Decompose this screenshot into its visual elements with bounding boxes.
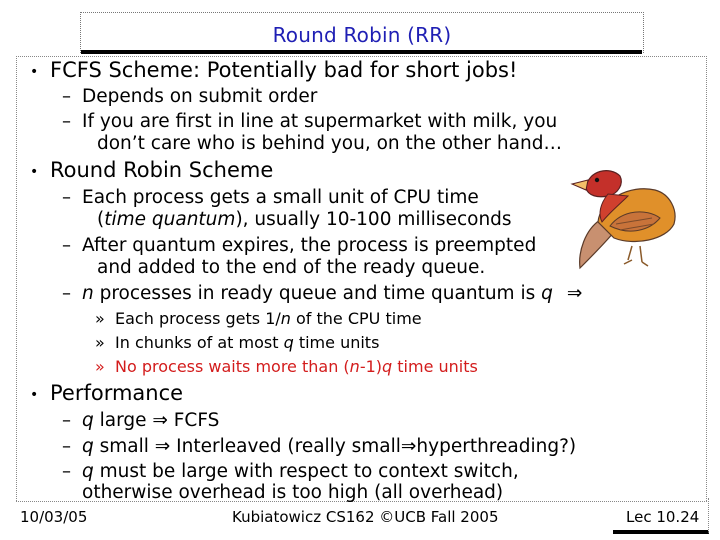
rr-detail-3-mid: -1)	[359, 357, 383, 376]
q-var: q	[82, 436, 94, 457]
perf-sub-1-text: large ⇒ FCFS	[93, 410, 220, 431]
rr-sub-1a: Each process gets a small unit of CPU time	[82, 187, 479, 208]
perf-sub-3a	[82, 461, 519, 482]
rr-detail-2-pre: In chunks of at most	[115, 333, 284, 352]
footer-date: 10/03/05	[20, 508, 88, 526]
rr-sub-3-text: processes in ready queue and time quantum is	[93, 283, 542, 304]
n-var: n	[280, 309, 291, 328]
rr-detail-2-post: time units	[293, 333, 380, 352]
content-frame-left	[16, 56, 17, 501]
q-var: q	[283, 333, 294, 352]
bullet-performance: Performance	[50, 381, 184, 405]
title-box	[80, 12, 644, 53]
rr-sub-2b: and added to the end of the ready queue.	[97, 257, 486, 278]
dash-marker: –	[62, 111, 71, 132]
footer-lecture-number: Lec 10.24	[626, 508, 700, 526]
rr-detail-2	[115, 333, 379, 352]
rr-detail-3	[115, 357, 478, 376]
perf-sub-2-text: small ⇒ Interleaved (really small⇒hyperthreading?)	[93, 436, 577, 457]
dash-marker: –	[62, 436, 71, 457]
perf-sub-1	[82, 410, 219, 431]
fcfs-sub-2b: don’t care who is behind you, on the other hand…	[97, 133, 562, 154]
chevron-marker: »	[95, 333, 105, 352]
perf-sub-3b: otherwise overhead is too high (all overhead)	[82, 482, 504, 503]
rr-sub-1b-rest: ), usually 10-100 milliseconds	[235, 209, 512, 230]
q-var: q	[382, 357, 393, 376]
content-frame-top	[16, 56, 707, 57]
dash-marker: –	[62, 86, 71, 107]
chevron-marker: »	[95, 357, 105, 376]
q-var: q	[541, 283, 553, 304]
implies-arrow: ⇒	[566, 283, 583, 304]
rr-detail-1	[115, 309, 422, 328]
bird-icon	[570, 160, 690, 272]
bullet-marker: •	[30, 64, 39, 80]
dash-marker: –	[62, 283, 71, 304]
perf-sub-2	[82, 436, 576, 457]
dash-marker: –	[62, 410, 71, 431]
slide-title: Round Robin (RR)	[272, 23, 452, 47]
bullet-marker: •	[30, 164, 39, 180]
n-var: n	[349, 357, 360, 376]
bullet-round-robin: Round Robin Scheme	[50, 158, 274, 182]
footer-course: Kubiatowicz CS162 ©UCB Fall 2005	[232, 508, 499, 526]
rr-detail-1-pre: Each process gets 1/	[115, 309, 281, 328]
dash-marker: –	[62, 187, 71, 208]
chevron-marker: »	[95, 309, 105, 328]
rr-detail-3-post: time units	[392, 357, 478, 376]
perf-sub-3-text: must be large with respect to context switch,	[93, 461, 519, 482]
rr-detail-1-post: of the CPU time	[290, 309, 422, 328]
rr-sub-2a: After quantum expires, the process is preempted	[82, 235, 537, 256]
bullet-fcfs: FCFS Scheme: Potentially bad for short jobs!	[50, 58, 518, 82]
n-var: n	[82, 283, 94, 304]
q-var: q	[82, 410, 94, 431]
rr-sub-1b	[97, 209, 512, 230]
rr-sub-3	[82, 283, 582, 304]
rr-detail-3-pre: No process waits more than (	[115, 357, 350, 376]
dash-marker: –	[62, 235, 71, 256]
time-quantum-term: time quantum	[104, 209, 236, 230]
fcfs-sub-2a: If you are first in line at supermarket with milk, you	[82, 111, 558, 132]
content-frame-right	[706, 56, 707, 501]
open-paren: (	[97, 209, 105, 230]
title-underline	[81, 50, 642, 54]
fcfs-sub-1: Depends on submit order	[82, 86, 318, 107]
dash-marker: –	[62, 461, 71, 482]
bullet-marker: •	[30, 387, 39, 403]
q-var: q	[82, 461, 94, 482]
